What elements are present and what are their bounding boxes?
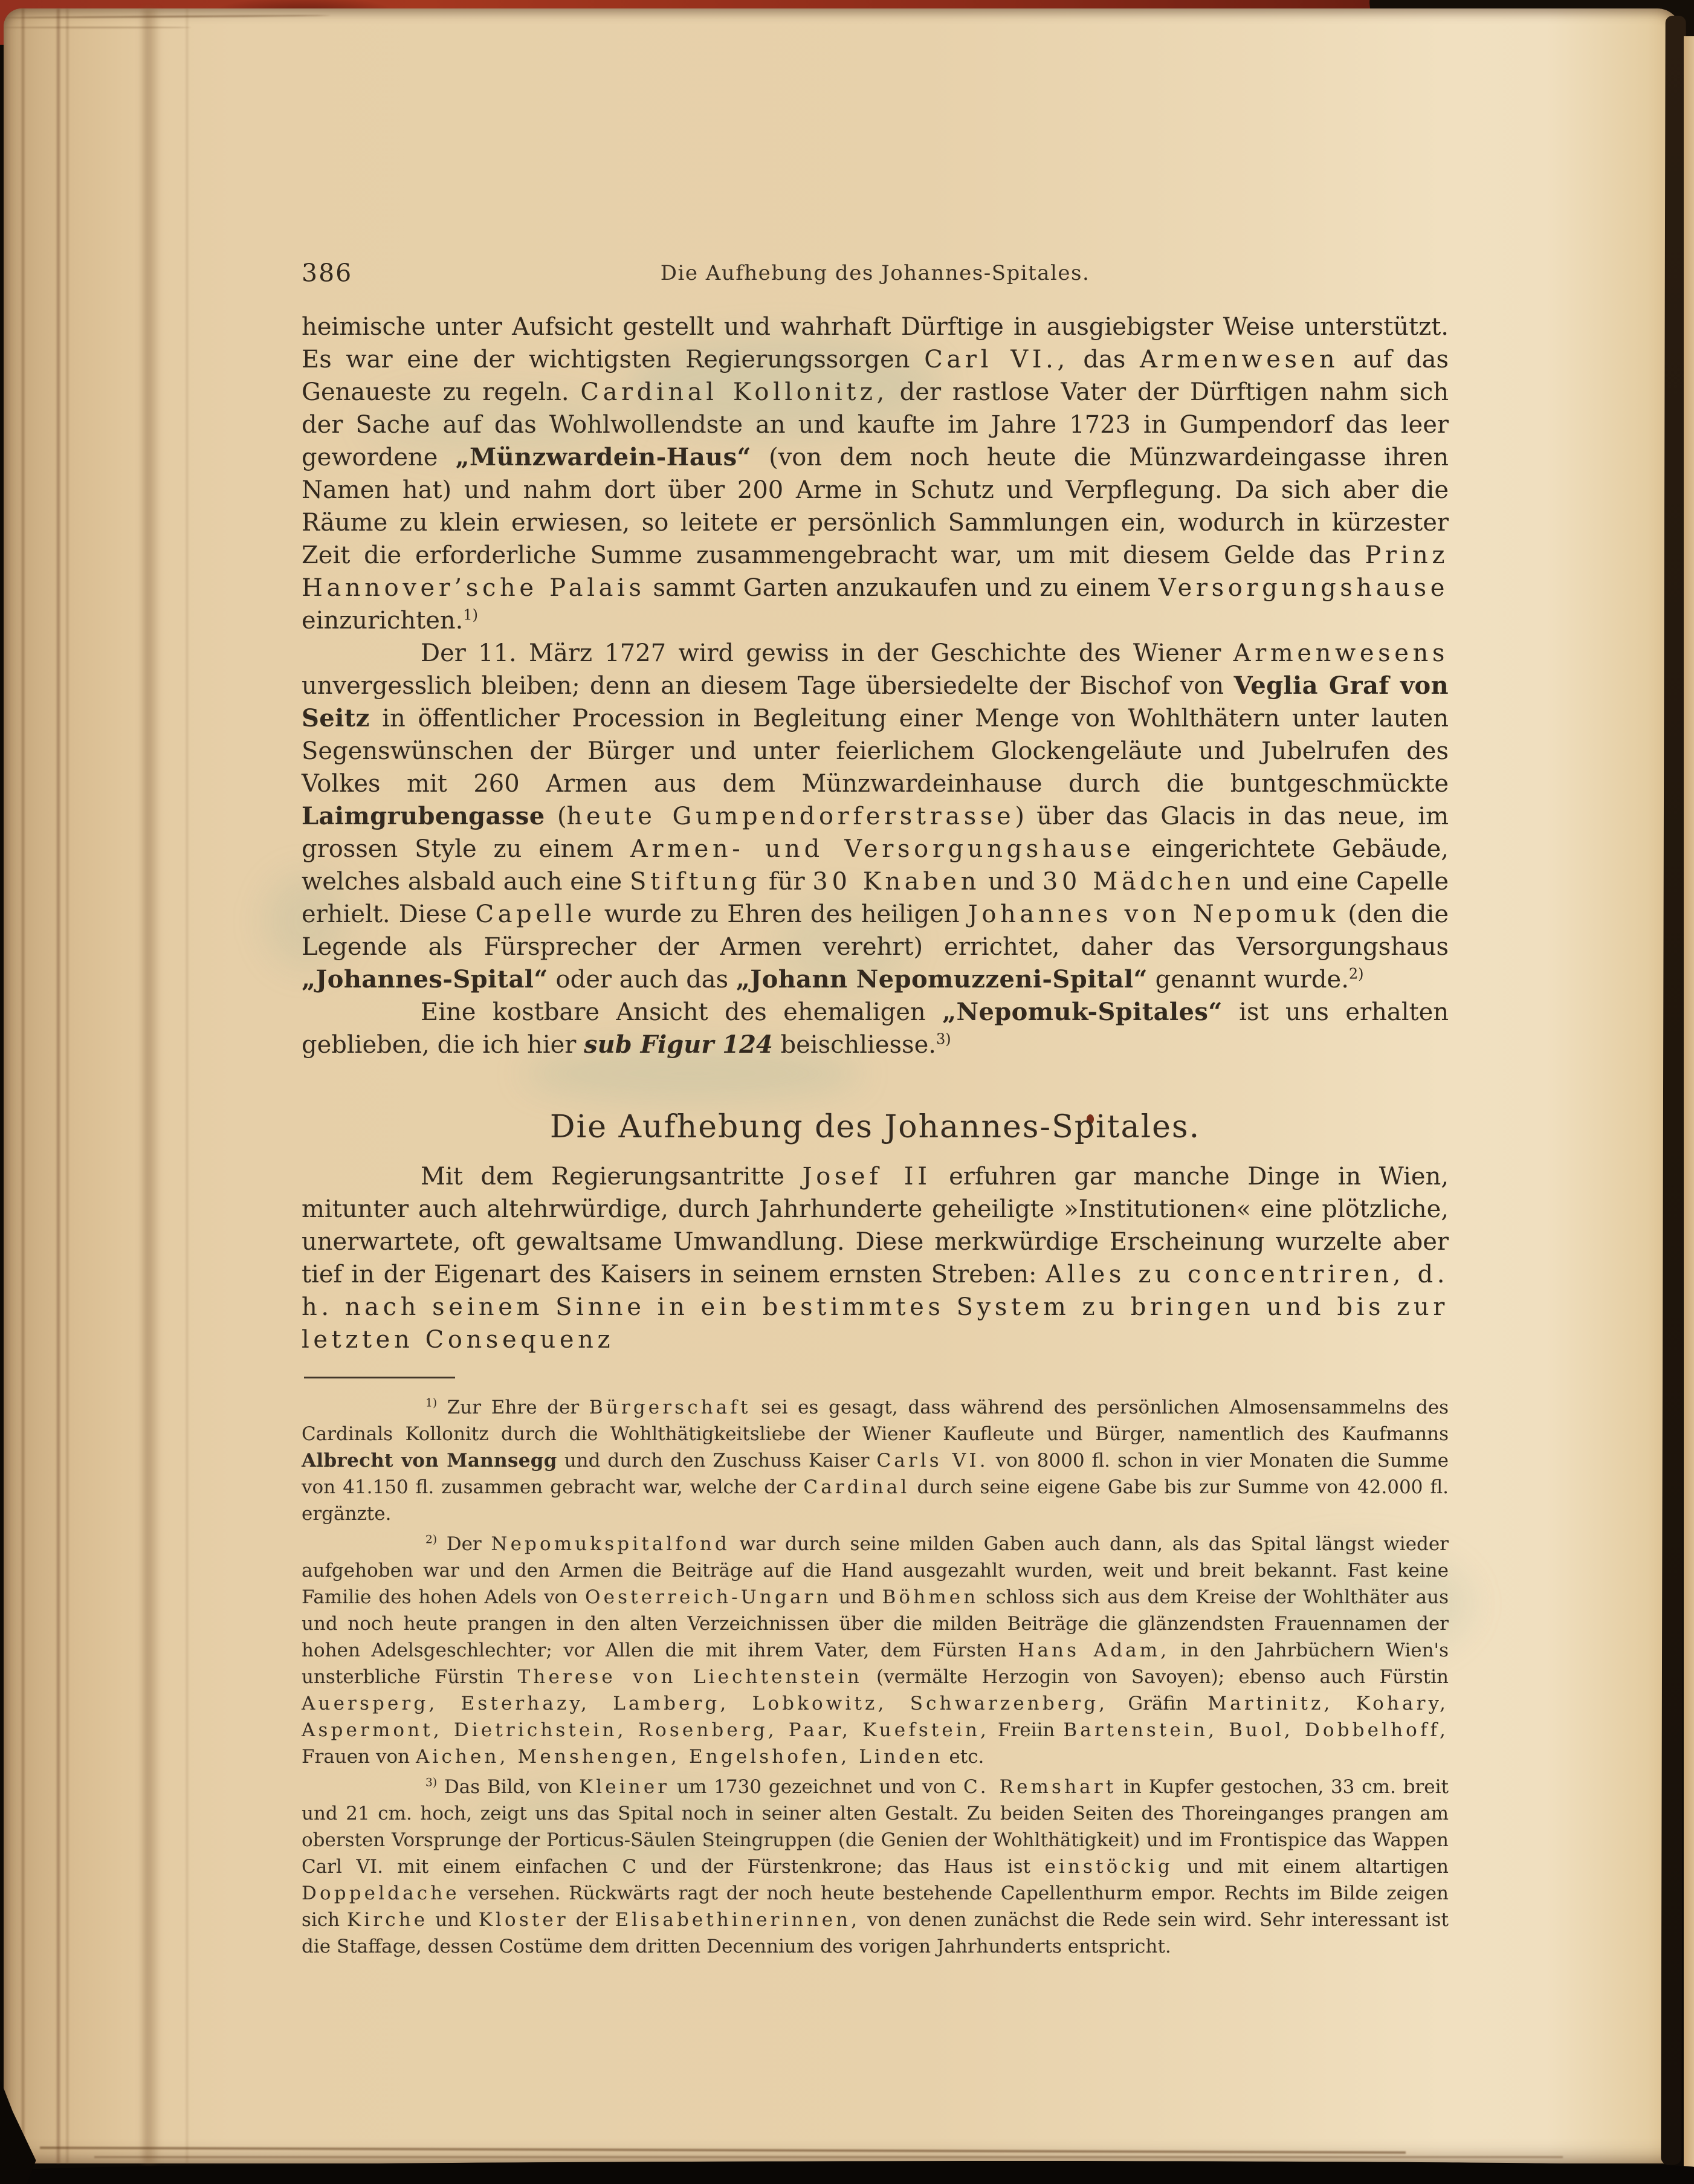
text-segment: Der 11. März 1727 wird gewiss in der Geschichte des Wiener xyxy=(421,639,1233,667)
text-segment: und eine Capelle erhielt. Diese xyxy=(302,868,1449,928)
text-segment: Mit dem Regierungsantritte xyxy=(421,1163,803,1191)
gutter-page-edge-line xyxy=(66,8,68,2163)
text-segment: Auersperg, Esterhazy, Lamberg, Lobkowitz, Schwarzenberg, xyxy=(302,1693,1108,1714)
text-segment: Das Bild, von xyxy=(437,1776,579,1798)
text-segment: 30 Knaben xyxy=(812,868,981,896)
text-segment: Nepomukspitalfond xyxy=(491,1533,730,1555)
text-segment: in öffentlicher Procession in Begleitung einer Menge von Wohlthätern unter lauten Segenswünschen der Bürger und unter feierlichem Glockengeläute und Jubelrufen des Volkes mit 260 Armen aus dem Münzwardeinhause durch die buntgeschmückte xyxy=(302,705,1449,798)
text-segment: etc. xyxy=(943,1746,984,1768)
text-segment: Freiin xyxy=(989,1719,1064,1741)
text-segment: Hans Adam, xyxy=(1018,1640,1170,1661)
text-segment: „Johann Nepomuzzeni-Spital“ xyxy=(735,965,1148,993)
text-segment: beischliesse. xyxy=(772,1031,936,1059)
text-segment: der xyxy=(568,1909,615,1931)
footnote xyxy=(302,1774,1449,1960)
text-segment: Carl VI., xyxy=(924,346,1069,373)
text-segment: auf das Genaueste zu regeln. xyxy=(302,346,1449,406)
text-segment: Capelle xyxy=(475,900,596,928)
text-segment: ) über das Glacis in das neue, im grossen Style zu einem xyxy=(302,803,1449,863)
text-segment: Gräfin xyxy=(1108,1693,1208,1714)
running-header: Die Aufhebung des Johannes-Spitales. xyxy=(660,261,1090,285)
text-segment: für xyxy=(761,868,813,896)
text-segment: Oesterreich-Ungarn xyxy=(585,1586,832,1608)
text-segment: unvergesslich bleiben; denn an diesem Tage übersiedelte der Bischof von xyxy=(302,672,1234,700)
text-segment: (den die Legende als Fürsprecher der Armen verehrt) errichtet, daher das Versorgungshaus xyxy=(302,900,1449,961)
text-segment: einzurichten. xyxy=(302,607,464,635)
paragraph xyxy=(302,311,1449,637)
text-segment: Kirche xyxy=(347,1909,428,1931)
text-segment: einstöckig xyxy=(1044,1856,1173,1878)
top-page-edge-line xyxy=(4,15,330,19)
top-page-edge-line xyxy=(4,27,191,28)
text-segment: Armenwesen xyxy=(1140,346,1339,373)
gutter-page-edge-line xyxy=(186,8,188,2163)
text-segment: Versorgungshause xyxy=(1158,574,1449,602)
text-segment: durch seine eigene Gabe bis zur Summe von 42.000 fl. ergänzte. xyxy=(302,1476,1449,1525)
text-segment: schloss sich aus dem Kreise der Wohlthäter aus und noch heute prangen in den alten Verzeichnissen über die milden Beiträge die glänzendsten Frauennamen der hohen Adelsgeschlechter; vor Allen die mit ihrem Vater, dem Fürsten xyxy=(302,1586,1449,1661)
next-page-edge xyxy=(1684,36,1694,2184)
text-segment: Der xyxy=(437,1533,491,1555)
text-segment: Albrecht von Mannsegg xyxy=(302,1450,557,1472)
text-segment: und xyxy=(831,1586,882,1608)
text-segment: ist uns erhalten geblieben, die ich hier xyxy=(302,998,1449,1059)
text-segment: und xyxy=(980,868,1043,896)
text-segment: „Johannes-Spital“ xyxy=(302,965,548,993)
text-segment: (vermälte Herzogin von Savoyen); ebenso auch Fürstin xyxy=(862,1666,1449,1688)
page-edge-shadow xyxy=(1661,16,1686,2165)
footnote xyxy=(302,1531,1449,1770)
text-segment: oder auch das xyxy=(548,966,736,993)
text-segment: sei es gesagt, dass während des persönlichen Almosensammelns des Cardinals Kollonitz durch die Wohlthätigkeitsliebe der Wiener Kaufleute und Bürger, namentlich des Kaufmanns xyxy=(302,1397,1449,1445)
text-segment: genannt wurde. xyxy=(1147,966,1349,993)
text-segment: Doppeldache xyxy=(302,1882,460,1904)
text-segment: Therese von Liechtenstein xyxy=(517,1666,862,1688)
text-segment: Eine kostbare Ansicht des ehemaligen xyxy=(421,998,943,1026)
text-segment: um 1730 gezeichnet und von xyxy=(670,1776,964,1798)
text-segment: und xyxy=(428,1909,479,1931)
text-segment: erfuhren gar manche Dinge in Wien, mitunter auch altehrwürdige, durch Jahrhunderte geheiligte »Institutionen« eine plötzliche, unerwartete, oft gewaltsame Umwandlung. Diese merkwürdige Erscheinung wurzelte aber tief in der Eigenart des Kaisers in seinem ernsten Streben: xyxy=(302,1163,1449,1288)
text-segment: Böhmen xyxy=(882,1586,979,1608)
text-segment: von 8000 fl. schon in vier Monaten die Summe von 41.150 fl. zusammen gebracht war, welche der xyxy=(302,1450,1449,1498)
text-segment: wurde zu Ehren des heiligen xyxy=(595,900,968,928)
text-segment: Zur Ehre der xyxy=(437,1397,589,1418)
text-segment: Cardinal xyxy=(803,1476,910,1498)
text-segment: Prinz Hannover’sche Palais xyxy=(302,541,1449,602)
text-segment: Alles zu concentriren, d. h. nach seinem Sinne in ein bestimmtes System zu bringen und bis zur letzten Consequenz xyxy=(302,1261,1449,1354)
text-segment: ( xyxy=(545,803,567,830)
text-segment: der rastlose Vater der Dürftigen nahm sich der Sache auf das Wohlwollendste an und kaufte im Jahre 1723 in Gumpendorf das leer gewordene xyxy=(302,378,1449,471)
gutter-crease xyxy=(139,8,161,2163)
text-segment: Elisabethinerinnen, xyxy=(615,1909,861,1931)
text-column xyxy=(302,311,1449,1963)
scan-shadow-bottom xyxy=(0,2161,1694,2184)
text-segment: 30 Mädchen xyxy=(1042,868,1235,896)
text-segment: „Münzwardein-Haus“ xyxy=(455,443,751,471)
text-segment: Frauen von xyxy=(302,1746,416,1768)
paragraph xyxy=(302,996,1449,1061)
running-header-row xyxy=(302,259,1449,290)
text-segment: sammt Garten anzukaufen und zu einem xyxy=(645,574,1159,602)
text-segment: Veglia Graf von Seitz xyxy=(302,671,1449,732)
footnote-mark: 2) xyxy=(425,1533,438,1546)
page xyxy=(4,8,1681,2163)
text-segment: war durch seine milden Gaben auch dann, als das Spital längst wieder aufgehoben war und den Armen die Beiträge auf die Hand ausgezahlt wurden, weit und breit bekannt. Fast keine Familie des hohen Adels von xyxy=(302,1533,1449,1608)
text-segment: Johannes von Nepomuk xyxy=(968,900,1340,928)
footnote-mark: 1) xyxy=(425,1397,438,1410)
text-segment: heute Gumpendorferstrasse xyxy=(566,803,1015,830)
paragraph xyxy=(302,1160,1449,1356)
bottom-page-edge-line xyxy=(40,2147,1406,2154)
footnote xyxy=(302,1394,1449,1527)
paragraph xyxy=(302,637,1449,996)
text-segment: Stiftung xyxy=(630,868,761,896)
text-segment: (von dem noch heute die Münzwardeingasse ihren Namen hat) und nahm dort über 200 Arme in Schutz und Verpflegung. Da sich aber die Räume zu klein erwiesen, so leitete er persönlich Sammlungen ein, wodurch in kürzester Zeit die erforderliche Summe zusammengebracht war, um mit diesem Gelde das xyxy=(302,444,1449,569)
text-segment: heimische unter Aufsicht gestellt und wahrhaft Dürftige in ausgiebigster Weise unterstützt. Es war eine der wichtigsten Regierungssorgen xyxy=(302,313,1449,373)
footnote-mark: 2) xyxy=(1348,965,1364,983)
text-segment: Martinitz, Kohary, Aspermont, Dietrichstein, Rosenberg, Paar, Kuefstein, xyxy=(302,1693,1449,1741)
text-segment: von denen zunächst die Rede sein wird. Sehr interessant ist die Staffage, dessen Costüme dem dritten Decennium des vorigen Jahrhunderts entspricht. xyxy=(302,1909,1449,1957)
text-segment: Armenwesens xyxy=(1233,639,1449,667)
text-segment: Laimgrubengasse xyxy=(302,802,545,830)
text-segment: versehen. Rückwärts ragt der noch heute bestehende Capellenthurm empor. Rechts im Bilde zeigen sich xyxy=(302,1882,1449,1931)
text-segment: eingerichtete Gebäude, welches alsbald auch eine xyxy=(302,835,1449,896)
footnote-mark: 3) xyxy=(425,1776,438,1789)
text-segment: Armen- und Versorgungshause xyxy=(630,835,1135,863)
gutter-page-edge-line xyxy=(22,8,24,2163)
text-segment: Josef II xyxy=(802,1163,931,1191)
text-segment: C. Remshart xyxy=(963,1776,1117,1798)
gutter-page-edge-line xyxy=(57,8,60,2163)
text-segment: sub Figur 124 xyxy=(584,1030,773,1059)
text-segment: Carls VI. xyxy=(876,1450,989,1472)
section-heading: Die Aufhebung des Johannes-Spitales. xyxy=(549,1109,1201,1145)
text-segment: das xyxy=(1068,346,1140,373)
text-segment: und mit einem altartigen xyxy=(1172,1856,1449,1878)
text-segment: Bürgerschaft xyxy=(589,1397,751,1418)
text-segment: Kleiner xyxy=(578,1776,670,1798)
bottom-page-edge-line xyxy=(94,2156,1563,2158)
text-segment: Kloster xyxy=(478,1909,569,1931)
text-segment: Cardinal Kollonitz, xyxy=(580,378,888,406)
text-segment: Aichen, Menshengen, Engelshofen, Linden xyxy=(415,1746,943,1768)
text-segment: und durch den Zuschuss Kaiser xyxy=(557,1450,877,1472)
text-segment: in den Jahrbüchern Wien's unsterbliche Fürstin xyxy=(302,1640,1449,1688)
text-segment: Bartenstein, Buol, Dobbelhoff, xyxy=(1063,1719,1449,1741)
footnote-mark: 3) xyxy=(936,1030,951,1048)
footnote-rule xyxy=(304,1377,455,1378)
text-segment: „Nepomuk-Spitales“ xyxy=(942,998,1223,1026)
page-number: 386 xyxy=(302,259,353,288)
text-segment: in Kupfer gestochen, 33 cm. breit und 21 cm. hoch, zeigt uns das Spital noch in seiner alten Gestalt. Zu beiden Seiten des Thoreinganges prangen am obersten Vorsprunge der Porticus-Säulen Steingruppen (die Genien der Wohlthätigkeit) und im Frontispice das Wappen Carl VI. mit einem einfachen C und der Fürstenkrone; das Haus ist xyxy=(302,1776,1449,1878)
footnote-mark: 1) xyxy=(463,606,479,624)
